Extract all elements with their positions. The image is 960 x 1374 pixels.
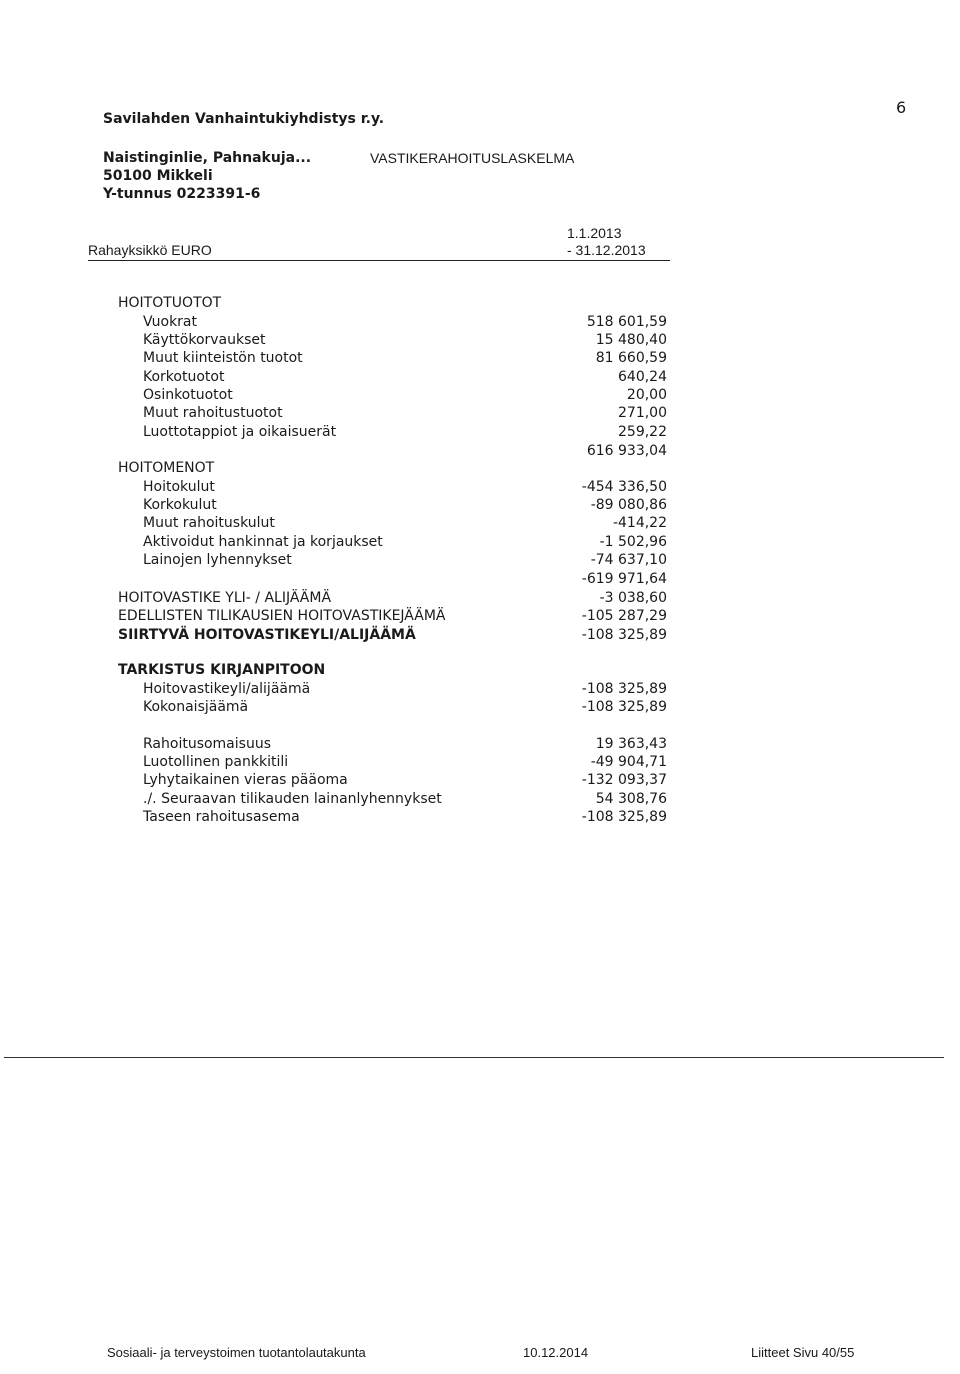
row-label: Muut kiinteistön tuotot <box>143 350 303 366</box>
table-row <box>0 387 960 405</box>
carried-forward-label: SIIRTYVÄ HOITOVASTIKEYLI/ALIJÄÄMÄ <box>118 627 416 643</box>
income-total-row <box>0 443 960 461</box>
table-row <box>0 332 960 350</box>
row-label: Käyttökorvaukset <box>143 332 266 348</box>
table-row <box>0 681 960 699</box>
footer-committee: Sosiaali- ja terveystoimen tuotantolautakunta <box>107 1345 366 1360</box>
row-amount: 19 363,43 <box>595 736 667 752</box>
business-id: Y-tunnus 0223391-6 <box>103 186 261 202</box>
row-amount: 20,00 <box>626 387 667 403</box>
footer-date: 10.12.2014 <box>523 1345 589 1360</box>
row-label: ./. Seuraavan tilikauden lainanlyhennykset <box>143 791 442 807</box>
table-row <box>0 479 960 497</box>
row-label: Kokonaisjäämä <box>143 699 249 715</box>
row-amount: 640,24 <box>618 369 667 385</box>
row-amount: -108 325,89 <box>581 681 667 697</box>
period-end: - 31.12.2013 <box>567 242 646 258</box>
document-title: VASTIKERAHOITUSLASKELMA <box>370 150 575 166</box>
row-amount: -132 093,37 <box>581 772 667 788</box>
row-label: Korkokulut <box>143 497 217 513</box>
table-row <box>0 515 960 533</box>
page-number: 6 <box>896 98 907 117</box>
row-amount: 81 660,59 <box>595 350 667 366</box>
row-amount: -454 336,50 <box>581 479 667 495</box>
period-start: 1.1.2013 <box>567 225 622 241</box>
table-row <box>0 791 960 809</box>
previous-periods-amount: -105 287,29 <box>581 608 667 624</box>
table-row <box>0 405 960 423</box>
check-section-title: TARKISTUS KIRJANPITOON <box>118 662 326 678</box>
table-row <box>0 424 960 442</box>
row-amount: 54 308,76 <box>595 791 667 807</box>
table-row <box>0 534 960 552</box>
table-row <box>0 736 960 754</box>
row-amount: -89 080,86 <box>590 497 667 513</box>
footer-page-ref: Liitteet Sivu 40/55 <box>751 1345 855 1360</box>
address-line-2: 50100 Mikkeli <box>103 168 213 184</box>
row-amount: 15 480,40 <box>595 332 667 348</box>
row-amount: 259,22 <box>618 424 667 440</box>
row-label: Rahoitusomaisuus <box>143 736 271 752</box>
row-amount: 518 601,59 <box>586 314 667 330</box>
table-row <box>0 350 960 368</box>
table-row <box>0 754 960 772</box>
row-label: Hoitokulut <box>143 479 215 495</box>
expenses-total: -619 971,64 <box>581 571 667 587</box>
row-amount: -108 325,89 <box>581 699 667 715</box>
expenses-total-row <box>0 571 960 589</box>
previous-periods-row <box>0 608 960 626</box>
row-label: Osinkotuotot <box>143 387 233 403</box>
table-row <box>0 497 960 515</box>
row-label: Lainojen lyhennykset <box>143 552 292 568</box>
surplus-label: HOITOVASTIKE YLI- / ALIJÄÄMÄ <box>118 590 332 606</box>
row-amount: 271,00 <box>618 405 667 421</box>
table-row <box>0 772 960 790</box>
row-label: Hoitovastikeyli/alijäämä <box>143 681 311 697</box>
row-label: Vuokrat <box>143 314 197 330</box>
address-line-1: Naistinginlie, Pahnakuja... <box>103 150 312 166</box>
organization-name: Savilahden Vanhaintukiyhdistys r.y. <box>103 111 385 127</box>
row-amount: -1 502,96 <box>599 534 667 550</box>
table-row <box>0 369 960 387</box>
income-total: 616 933,04 <box>586 443 667 459</box>
row-label: Luottotappiot ja oikaisuerät <box>143 424 337 440</box>
row-amount: -414,22 <box>612 515 667 531</box>
row-label: Muut rahoitustuotot <box>143 405 283 421</box>
carried-forward-amount: -108 325,89 <box>581 627 667 643</box>
row-label: Taseen rahoitusasema <box>143 809 300 825</box>
row-amount: -49 904,71 <box>590 754 667 770</box>
row-label: Korkotuotot <box>143 369 225 385</box>
header-underline <box>88 260 670 261</box>
surplus-amount: -3 038,60 <box>599 590 667 606</box>
table-row <box>0 552 960 570</box>
row-label: Lyhytaikainen vieras pääoma <box>143 772 348 788</box>
row-label: Muut rahoituskulut <box>143 515 275 531</box>
row-amount: -108 325,89 <box>581 809 667 825</box>
previous-periods-label: EDELLISTEN TILIKAUSIEN HOITOVASTIKEJÄÄMÄ <box>118 608 446 624</box>
row-label: Aktivoidut hankinnat ja korjaukset <box>143 534 383 550</box>
table-row <box>0 699 960 717</box>
currency-label: Rahayksikkö EURO <box>88 242 212 258</box>
row-amount: -74 637,10 <box>590 552 667 568</box>
carried-forward-row <box>0 627 960 645</box>
surplus-row <box>0 590 960 608</box>
income-section-title: HOITOTUOTOT <box>118 295 222 311</box>
page-divider <box>4 1057 944 1058</box>
row-label: Luotollinen pankkitili <box>143 754 289 770</box>
table-row <box>0 314 960 332</box>
table-row <box>0 809 960 827</box>
expenses-section-title: HOITOMENOT <box>118 460 215 476</box>
